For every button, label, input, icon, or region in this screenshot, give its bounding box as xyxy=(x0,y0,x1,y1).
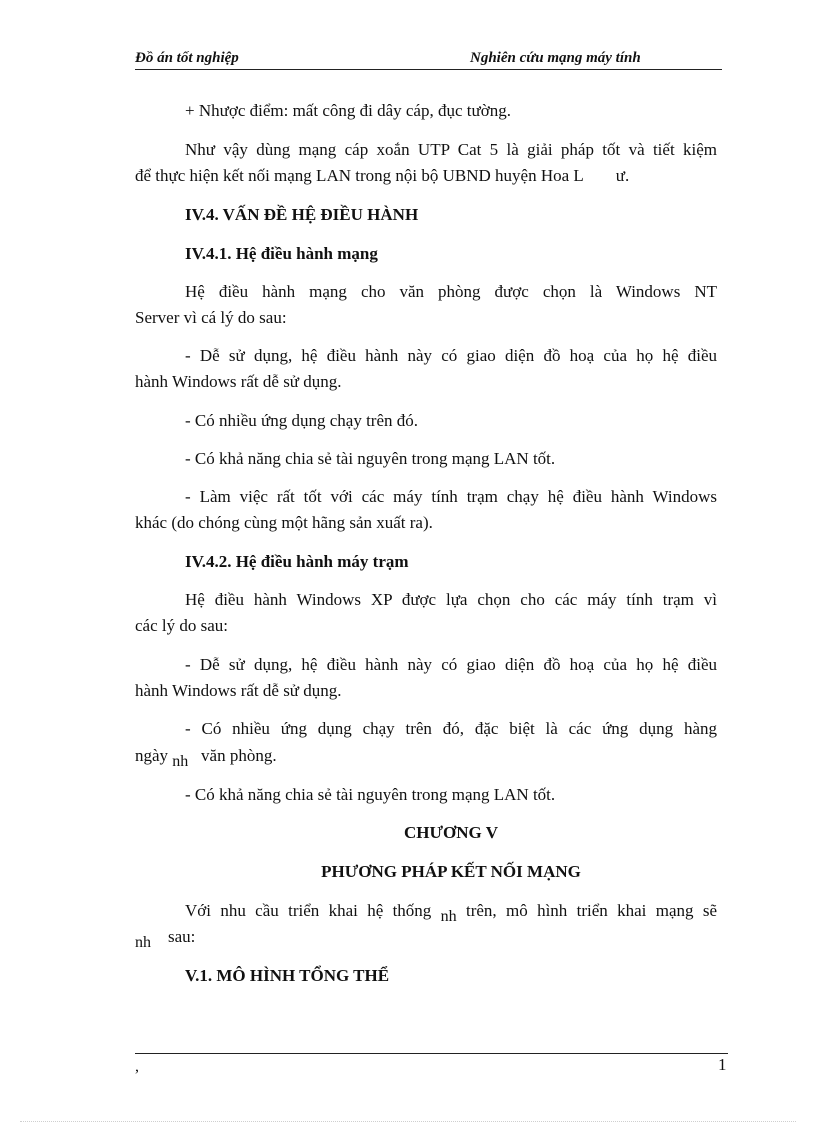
text-line: - Dễ sử dụng, hệ điều hành này có giao diện đồ hoạ của họ hệ điều xyxy=(185,655,717,674)
text-fragment: Với nhu cầu triển khai hệ thống xyxy=(185,901,432,920)
page-edge xyxy=(20,1121,796,1122)
text-fragment: ư. xyxy=(615,166,630,185)
text-line: - Có khả năng chia sẻ tài nguyên trong mạng LAN tốt. xyxy=(185,785,556,804)
text-line: khác (do chóng cùng một hãng sản xuất ra). xyxy=(135,513,433,532)
text-fragment: nh xyxy=(172,753,189,770)
text-line: - Có nhiều ứng dụng chạy trên đó. xyxy=(185,411,419,430)
chapter-title: PHƯƠNG PHÁP KẾT NỐI MẠNG xyxy=(321,862,581,881)
section-heading: V.1. MÔ HÌNH TỔNG THỂ xyxy=(185,966,390,985)
text-fragment: trên, mô hình triển khai mạng sẽ xyxy=(466,901,718,920)
text-line: - Có nhiều ứng dụng chạy trên đó, đặc biệt là các ứng dụng hàng xyxy=(185,719,717,738)
header-document-title: Đồ án tốt nghiệp xyxy=(135,50,239,66)
footer-mark: , xyxy=(135,1058,139,1075)
text-line: - Có khả năng chia sẻ tài nguyên trong mạng LAN tốt. xyxy=(185,449,556,468)
section-heading: IV.4. VẤN ĐỀ HỆ ĐIỀU HÀNH xyxy=(185,205,419,224)
header-rule xyxy=(135,69,722,70)
text-fragment: để thực hiện kết nối mạng LAN trong nội bộ UBND huyện Hoa L xyxy=(135,166,584,185)
text-fragment: văn phòng. xyxy=(201,746,277,765)
text-fragment: nh xyxy=(135,934,151,951)
text-line: Như vậy dùng mạng cáp xoắn UTP Cat 5 là giải pháp tốt và tiết kiệm xyxy=(185,140,717,159)
text-line: Hệ điều hành Windows XP được lựa chọn cho các máy tính trạm vì xyxy=(185,590,717,609)
text-line xyxy=(135,927,196,951)
text-line xyxy=(135,166,629,186)
text-line: hành Windows rất dễ sử dụng. xyxy=(135,681,342,700)
subsection-heading: IV.4.1. Hệ điều hành mạng xyxy=(185,244,378,263)
text-line: hành Windows rất dễ sử dụng. xyxy=(135,372,342,391)
footer-rule xyxy=(135,1053,728,1054)
text-fragment: nh xyxy=(440,908,457,925)
text-fragment: ngày xyxy=(135,746,169,765)
text-line: các lý do sau: xyxy=(135,616,228,635)
text-line: - Dễ sử dụng, hệ điều hành này có giao diện đồ hoạ của họ hệ điều xyxy=(185,346,717,365)
text-line: Server vì cá lý do sau: xyxy=(135,308,287,327)
text-line: + Nhược điểm: mất công đi dây cáp, đục tường. xyxy=(185,101,511,120)
text-fragment: sau: xyxy=(168,927,196,946)
text-line xyxy=(135,746,277,770)
header-topic: Nghiên cứu mạng máy tính xyxy=(470,50,641,66)
text-line: Hệ điều hành mạng cho văn phòng được chọn là Windows NT xyxy=(185,282,717,301)
subsection-heading: IV.4.2. Hệ điều hành máy trạm xyxy=(185,552,409,571)
page-number: 1 xyxy=(718,1055,727,1074)
text-line: - Làm việc rất tốt với các máy tính trạm chạy hệ điều hành Windows xyxy=(185,487,717,506)
text-line xyxy=(185,901,718,925)
chapter-label: CHƯƠNG V xyxy=(404,823,498,842)
